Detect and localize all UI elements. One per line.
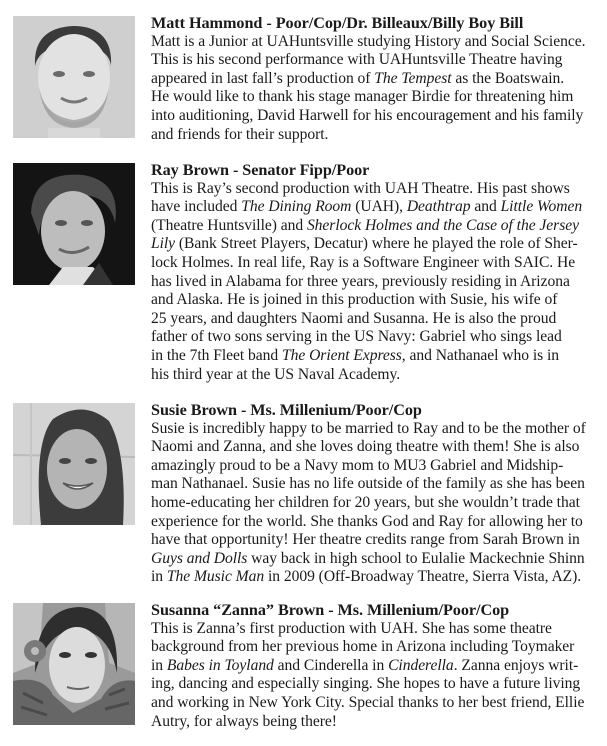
text-run: have included xyxy=(151,198,242,216)
bio-line xyxy=(151,273,603,292)
bio-text xyxy=(151,161,603,384)
text-run: amazingly proud to be a Navy mom to MU3 Gabriel and Midship- xyxy=(151,456,564,474)
bio-body xyxy=(151,620,603,732)
portrait-photo-susie-brown xyxy=(13,403,135,525)
portrait-photo-matt-hammond xyxy=(13,16,135,138)
bio-line xyxy=(151,310,603,329)
bio-text xyxy=(151,14,603,144)
bio-name: Ray Brown - Senator Fipp/Poor xyxy=(151,161,370,179)
title-italic: Sherlock Holmes and the Case of the Jersey xyxy=(306,216,579,234)
bio-body xyxy=(151,420,603,587)
text-run: in the 7th Fleet band xyxy=(151,346,282,364)
text-run: in xyxy=(151,656,167,674)
text-run: . Zanna enjoys writ- xyxy=(453,656,579,674)
text-run: and Alaska. He is joined in this production with Susie, his wife of xyxy=(151,291,558,309)
text-run: and friends for their support. xyxy=(151,125,329,143)
bio-line xyxy=(151,291,603,310)
portrait-photo-ray-brown xyxy=(13,163,135,285)
title-italic: Babes in Toyland xyxy=(166,656,274,674)
text-run: and xyxy=(470,198,501,216)
text-run: into auditioning, David Harwell for his encouragement and his family xyxy=(151,106,584,124)
portrait-photo-susanna-brown xyxy=(13,603,135,725)
text-run: lock Holmes. In real life, Ray is a Software Engineer with SAIC. He xyxy=(151,253,576,271)
bio-line xyxy=(151,457,603,476)
text-run: appeared in last fall’s production of xyxy=(151,69,375,87)
portrait-image xyxy=(13,16,135,138)
text-run: This is Zanna’s first production with UAH. She has some theatre xyxy=(151,619,552,637)
text-run: father of two sons serving in the US Navy: Gabriel who sings lead xyxy=(151,328,562,346)
text-run: man Nathanael. Susie has no life outside of the family as she has been xyxy=(151,475,585,493)
bio-name: Matt Hammond - Poor/Cop/Dr. Billeaux/Billy Boy Bill xyxy=(151,14,524,32)
bio-name: Susie Brown - Ms. Millenium/Poor/Cop xyxy=(151,401,422,419)
text-run: (UAH), xyxy=(351,198,407,216)
bio-line xyxy=(151,254,603,273)
text-run: experience for the world. She thanks God and Ray for allowing her to xyxy=(151,512,583,530)
bio-line xyxy=(151,513,603,532)
bio-line xyxy=(151,675,603,694)
text-run: Autry, for always being there! xyxy=(151,712,337,730)
portrait-image xyxy=(13,403,135,525)
title-italic: Cinderella xyxy=(388,656,454,674)
title-italic: The Dining Room xyxy=(241,198,352,216)
bio-line xyxy=(151,366,603,385)
text-run: his third year at the US Naval Academy. xyxy=(151,365,401,383)
bio-line xyxy=(151,438,603,457)
title-italic: Lily xyxy=(151,235,176,253)
bio-line xyxy=(151,420,603,439)
text-run: ing, dancing and especially singing. She hopes to have a future living xyxy=(151,675,581,693)
title-italic: Deathtrap xyxy=(406,198,471,216)
bio-line xyxy=(151,180,603,199)
bio-line xyxy=(151,33,603,52)
bio-text xyxy=(151,401,603,587)
bio-line xyxy=(151,568,603,587)
title-italic: The Music Man xyxy=(166,568,265,586)
text-run: and working in New York City. Special thanks to her best friend, Ellie xyxy=(151,693,585,711)
title-italic: The Tempest xyxy=(374,69,452,87)
bio-line xyxy=(151,694,603,713)
text-run: This is his second performance with UAHuntsville Theatre having xyxy=(151,51,563,69)
bio-line xyxy=(151,126,603,145)
bio-body xyxy=(151,180,603,385)
text-run: as the Boatswain. xyxy=(451,69,565,87)
bio-text xyxy=(151,601,603,731)
bio-line xyxy=(151,235,603,254)
text-run: way back in high school to Eulalie Mackechnie Shinn xyxy=(247,549,585,567)
portrait-image xyxy=(13,603,135,725)
text-run: Matt is a Junior at UAHuntsville studying History and Social Science. xyxy=(151,32,586,50)
bio-line xyxy=(151,494,603,513)
bio-line xyxy=(151,198,603,217)
text-run: Susie is incredibly happy to be married to Ray and to be the mother of xyxy=(151,419,586,437)
bio-line xyxy=(151,638,603,657)
bio-line xyxy=(151,328,603,347)
bio-line xyxy=(151,107,603,126)
text-run: Naomi and Zanna, and she loves doing theatre with them! She is also xyxy=(151,438,580,456)
bio-line xyxy=(151,70,603,89)
bio-line xyxy=(151,51,603,70)
text-run: 25 years, and daughters Naomi and Susanna. He is also the proud xyxy=(151,309,557,327)
bio-line xyxy=(151,657,603,676)
bio-line xyxy=(151,88,603,107)
bio-body xyxy=(151,33,603,145)
bio-line xyxy=(151,713,603,732)
text-run: has lived in Alabama for three years, previously residing in Arizona xyxy=(151,272,570,290)
text-run: (Theatre Huntsville) and xyxy=(151,216,307,234)
text-run: and Cinderella in xyxy=(273,656,389,674)
bio-line xyxy=(151,475,603,494)
title-italic: The Orient Express xyxy=(282,346,402,364)
portrait-image xyxy=(13,163,135,285)
bio-line xyxy=(151,531,603,550)
text-run: (Bank Street Players, Decatur) where he played the role of Sher- xyxy=(175,235,578,253)
text-run: This is Ray’s second production with UAH Theatre. His past shows xyxy=(151,179,570,197)
text-run: in xyxy=(151,568,167,586)
bio-name: Susanna “Zanna” Brown - Ms. Millenium/Poor/Cop xyxy=(151,601,510,619)
title-italic: Little Women xyxy=(500,198,583,216)
bio-line xyxy=(151,217,603,236)
text-run: He would like to thank his stage manager Birdie for threatening him xyxy=(151,88,574,106)
bio-line xyxy=(151,550,603,569)
text-run: , and Nathanael who is in xyxy=(401,346,560,364)
text-run: home-educating her children for 20 years, but she wouldn’t trade that xyxy=(151,493,580,511)
bio-line xyxy=(151,620,603,639)
text-run: have that opportunity! Her theatre credits range from Sarah Brown in xyxy=(151,531,580,549)
text-run: in 2009 (Off-Broadway Theatre, Sierra Vista, AZ). xyxy=(264,568,582,586)
title-italic: Guys and Dolls xyxy=(151,549,248,567)
text-run: background from her previous home in Arizona including Toymaker xyxy=(151,638,575,656)
bio-line xyxy=(151,347,603,366)
